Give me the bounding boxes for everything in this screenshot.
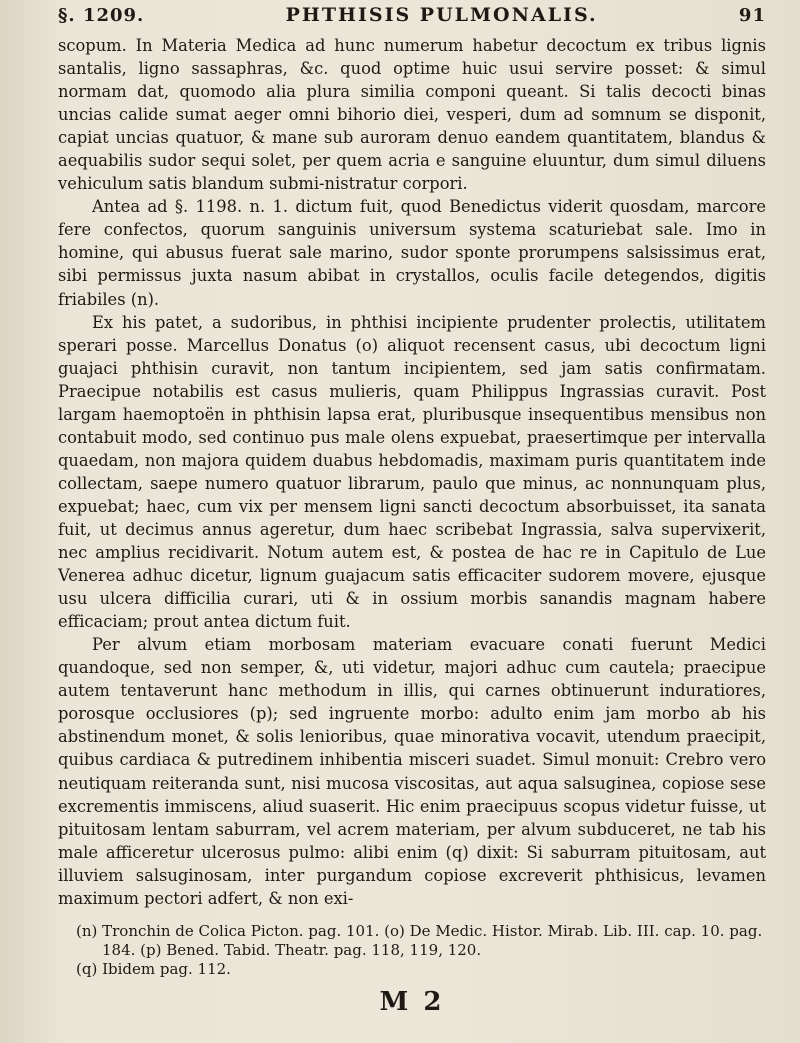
signature-mark: M 2 [379, 986, 445, 1017]
paragraph: Per alvum etiam morbosam materiam evacuare conati fuerunt Medici quandoque, sed non semper, &, uti videtur, majori adhuc cum cautela; praecipue autem tentaverunt hanc methodum in illis, qui carnes obtinuerunt induratiores, porosque occlusiores (p); sed ingruente morbo: adulto enim jam morbo ab his abstinendum monet, & solis lenioribus, quae minorativa vocavit, utendum praecipit, quibus cardiaca & putredinem inhibentia misceri suadet. Simul monuit: Crebro vero neutiquam reiteranda sunt, nisi mucosa viscositas, aut aqua salsuginea, copiose sese excrementis immiscens, aliud suaserit. Hic enim praecipuus scopus videtur fuisse, ut pituitosam lentam saburram, vel acrem materiam, per alvum subduceret, ne tab his male afficeretur ulcerosus pulmo: alibi enim (q) dixit: Si saburram pituitosam, aut illuviem salsuginosam, inter purgandum copiose excreverit phthisicus, levamen maximum pectori adfert, & non exi- [58, 635, 766, 908]
main-text [58, 34, 766, 910]
footnotes [58, 922, 766, 979]
running-title: PHTHISIS PULMONALIS. [285, 4, 598, 26]
running-head [58, 4, 766, 34]
footnote: (q) Ibidem pag. 112. [76, 959, 231, 978]
page-number: 91 [738, 5, 766, 26]
footnote: (n) Tronchin de Colica Picton. pag. 101. (o) De Medic. Histor. Mirab. Lib. III. cap. 10. pag. 184. (p) Bened. Tabid. Theatr. pag. 118, 119, 120. [76, 921, 763, 959]
paragraph: scopum. In Materia Medica ad hunc numerum habetur decoctum ex tribus lignis santalis, ligno sassaphras, &c. quod optime huic usui servire posset: & simul normam dat, quomodo alia plura similia componi queant. Si talis decocti binas uncias calide sumat aeger omni bihorio diei, vesperi, dum ad somnum se disponit, capiat uncias quatuor, & mane sub auroram denuo eandem quantitatem, blandus & aequabilis sudor sequi solet, per quem acria e sanguine eluuntur, dum simul diluens vehiculum satis blandum submi-nistratur corpori. [58, 36, 766, 194]
section-number: §. 1209. [58, 5, 145, 26]
paragraph: Ex his patet, a sudoribus, in phthisi incipiente prudenter prolectis, utilitatem sperari posse. Marcellus Donatus (o) aliquot recensent casus, ubi decoctum ligni guajaci phthisin curavit, non tantum incipientem, sed jam satis confirmatam. Praecipue notabilis est casus mulieris, quam Philippus Ingrassias curavit. Post largam haemoptoën in phthisin lapsa erat, pluribusque insequentibus mensibus non contabuit modo, sed continuo pus male olens expuebat, praesertimque per intervalla quaedam, non majora quidem duabus hebdomadis, maximam puris quantitatem inde collectam, saepe numero quatuor librarum, paulo que minus, ac nonnunquam plus, expuebat; haec, cum vix per mensem ligni sancti decoctum absorbuisset, ita sanata fuit, ut decimus annus ageretur, dum haec scribebat Ingrassia, salva supervixerit, nec amplius recidivarit. Notum autem est, & postea de hac re in Capitulo de Lue Venerea adhuc dicetur, lignum guajacum satis efficaciter sudorem movere, ejusque usu ulcera difficilia curari, uti & in ossium morbis sanandis magnam habere efficaciam; prout antea dictum fuit. [58, 312, 766, 632]
paragraph: Antea ad §. 1198. n. 1. dictum fuit, quod Benedictus viderit quosdam, marcore fere confectos, quorum sanguinis universum systema scaturiebat sale. Imo in homine, qui abusus fuerat sale marino, sudor sponte prorumpens salsissimus erat, sibi permissus juxta nasum abibat in crystallos, oculis facile detegendos, digitis friabiles (n). [58, 197, 766, 309]
